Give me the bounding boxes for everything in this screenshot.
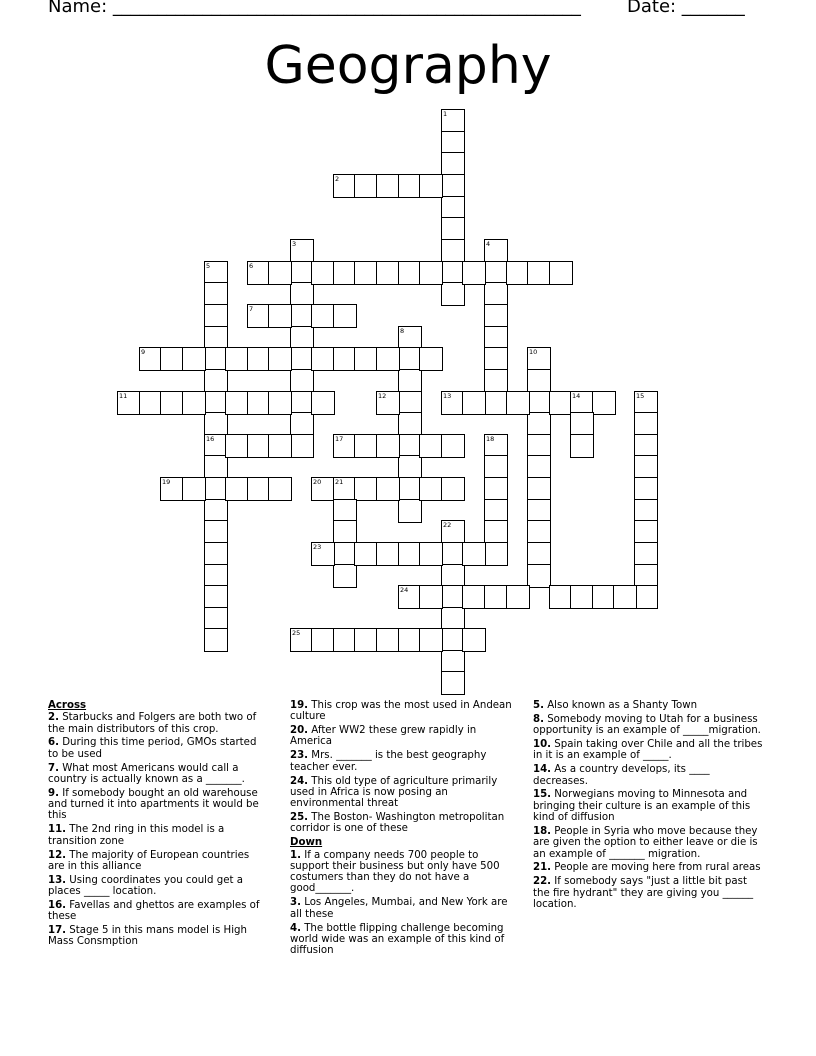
grid-cell[interactable]	[333, 304, 357, 328]
grid-cell[interactable]	[204, 434, 228, 458]
across-clue-list-continued	[290, 700, 512, 835]
grid-cell[interactable]	[592, 585, 616, 609]
grid-cell[interactable]	[398, 369, 422, 393]
grid-cell[interactable]	[527, 391, 551, 415]
grid-cell[interactable]	[570, 391, 594, 415]
clue-number-label: 16.	[48, 899, 67, 911]
grid-cell[interactable]	[204, 261, 228, 285]
grid-cell[interactable]	[506, 391, 530, 415]
clue-number-label: 7.	[48, 762, 59, 774]
grid-cell[interactable]	[484, 304, 508, 328]
grid-cell[interactable]	[290, 369, 314, 393]
grid-cell[interactable]	[398, 499, 422, 523]
clue-item	[533, 714, 765, 737]
grid-cell[interactable]	[527, 434, 551, 458]
grid-cell[interactable]	[311, 261, 335, 285]
grid-cell[interactable]	[634, 585, 658, 609]
grid-cell[interactable]	[311, 477, 335, 501]
grid-cell[interactable]	[204, 347, 228, 371]
clue-number-label: 13.	[48, 874, 67, 886]
clue-text: Los Angeles, Mumbai, and New York are all these	[290, 897, 508, 920]
grid-cell[interactable]	[613, 585, 637, 609]
name-field[interactable]: Name: ____________________________________________________	[48, 0, 581, 17]
clue-text: Also known as a Shanty Town	[543, 700, 698, 711]
grid-cell[interactable]	[398, 391, 422, 415]
grid-cell[interactable]	[182, 391, 206, 415]
clue-item	[48, 763, 268, 786]
grid-cell[interactable]	[376, 542, 400, 566]
grid-cell[interactable]	[527, 499, 551, 523]
grid-cell[interactable]	[441, 217, 465, 241]
grid-cell[interactable]	[354, 542, 378, 566]
clue-number-label: 19.	[290, 700, 309, 711]
grid-cell[interactable]	[462, 542, 486, 566]
clue-text: Stage 5 in this mans model is High Mass Consmption	[48, 925, 247, 948]
clue-text: Somebody moving to Utah for a business opportunity is an example of _____migration.	[533, 713, 761, 737]
grid-cell[interactable]	[204, 391, 228, 415]
clue-text: What most Americans would call a country is actually known as a _______.	[48, 762, 245, 785]
clue-number-label: 4.	[290, 922, 301, 934]
clue-number: 24	[400, 586, 409, 594]
clue-number-label: 21.	[533, 862, 552, 874]
clue-column-2	[290, 700, 512, 959]
grid-cell[interactable]	[268, 477, 292, 501]
clue-number-label: 20.	[290, 725, 309, 737]
grid-cell[interactable]	[462, 628, 486, 652]
grid-cell[interactable]	[333, 564, 357, 588]
clue-text: During this time period, GMOs started to be used	[48, 737, 257, 760]
grid-cell[interactable]	[398, 412, 422, 436]
grid-cell[interactable]	[484, 477, 508, 501]
clue-number: 11	[119, 392, 128, 400]
grid-cell[interactable]	[441, 434, 465, 458]
grid-cell[interactable]	[398, 261, 422, 285]
grid-cell[interactable]	[290, 412, 314, 436]
grid-cell[interactable]	[419, 628, 443, 652]
clue-number: 13	[443, 392, 452, 400]
grid-cell[interactable]	[182, 347, 206, 371]
clue-number-label: 22.	[533, 876, 552, 888]
clue-number: 15	[636, 392, 645, 400]
grid-cell[interactable]	[634, 434, 658, 458]
clue-item	[48, 824, 268, 847]
grid-cell[interactable]	[247, 347, 271, 371]
grid-cell[interactable]	[634, 520, 658, 544]
clue-text: As a country develops, its ____ decreases.	[533, 764, 710, 787]
clue-text: This old type of agriculture primarily used in Africa is now posing an environmental threat	[290, 775, 498, 810]
clue-number-label: 2.	[48, 712, 59, 724]
clue-column-1	[48, 700, 268, 950]
grid-cell[interactable]	[290, 391, 314, 415]
grid-cell[interactable]	[354, 477, 378, 501]
clue-text: The majority of European countries are in this alliance	[48, 849, 250, 872]
grid-cell[interactable]	[268, 434, 292, 458]
across-heading: Across	[48, 700, 87, 711]
clue-item	[290, 725, 512, 748]
grid-cell[interactable]	[419, 477, 443, 501]
down-clue-list-continued	[533, 700, 765, 910]
grid-cell[interactable]	[549, 261, 573, 285]
clue-item	[290, 700, 512, 723]
grid-cell[interactable]	[484, 347, 508, 371]
grid-cell[interactable]	[484, 585, 508, 609]
grid-cell[interactable]	[527, 412, 551, 436]
grid-cell[interactable]	[527, 542, 551, 566]
grid-cell[interactable]	[376, 477, 400, 501]
clue-number-label: 17.	[48, 925, 67, 937]
grid-cell[interactable]	[398, 628, 422, 652]
clue-number-label: 23.	[290, 750, 309, 762]
grid-cell[interactable]	[311, 628, 335, 652]
clue-number: 16	[206, 435, 215, 443]
grid-cell[interactable]	[204, 607, 228, 631]
clue-item	[290, 750, 512, 773]
clue-text: The bottle flipping challenge becoming world wide was an example of this kind of diffusion	[290, 922, 505, 957]
grid-cell[interactable]	[290, 326, 314, 350]
grid-cell[interactable]	[527, 477, 551, 501]
grid-cell[interactable]	[398, 477, 422, 501]
clue-item	[48, 875, 268, 898]
grid-cell[interactable]	[527, 347, 551, 371]
clue-item	[290, 850, 512, 895]
grid-cell[interactable]	[333, 628, 357, 652]
clue-number: 3	[292, 240, 297, 248]
grid-cell[interactable]	[398, 455, 422, 479]
clue-text: Favellas and ghettos are examples of these	[48, 899, 260, 923]
grid-cell[interactable]	[484, 326, 508, 350]
grid-cell[interactable]	[441, 239, 465, 263]
grid-cell[interactable]	[204, 455, 228, 479]
clue-number-label: 11.	[48, 824, 67, 836]
grid-cell[interactable]	[484, 542, 508, 566]
grid-cell[interactable]	[204, 628, 228, 652]
grid-cell[interactable]	[506, 261, 530, 285]
clue-item	[533, 789, 765, 823]
grid-cell[interactable]	[398, 434, 422, 458]
clue-number-label: 6.	[48, 737, 59, 749]
grid-cell[interactable]	[419, 261, 443, 285]
grid-cell[interactable]	[506, 585, 530, 609]
clue-number: 20	[313, 478, 322, 486]
grid-cell[interactable]	[290, 347, 314, 371]
grid-cell[interactable]	[290, 304, 314, 328]
grid-cell[interactable]	[204, 542, 228, 566]
clue-item	[290, 812, 512, 835]
clue-number: 10	[529, 348, 538, 356]
grid-cell[interactable]	[462, 261, 486, 285]
grid-cell[interactable]	[376, 261, 400, 285]
grid-cell[interactable]	[290, 239, 314, 263]
clue-text: The Boston- Washington metropolitan corridor is one of these	[290, 812, 505, 835]
grid-cell[interactable]	[398, 174, 422, 198]
date-field[interactable]: Date: _______	[627, 0, 745, 17]
across-clue-list	[48, 712, 268, 947]
clue-item	[48, 900, 268, 923]
grid-cell[interactable]	[354, 434, 378, 458]
grid-cell[interactable]	[268, 347, 292, 371]
grid-cell[interactable]	[441, 564, 465, 588]
grid-cell[interactable]	[441, 261, 465, 285]
clue-number: 14	[572, 392, 581, 400]
clue-number-label: 8.	[533, 713, 544, 725]
clue-item	[290, 897, 512, 920]
grid-cell[interactable]	[247, 261, 271, 285]
grid-cell[interactable]	[160, 477, 184, 501]
clue-text: Using coordinates you could get a places _____ location.	[48, 874, 243, 898]
grid-cell[interactable]	[570, 585, 594, 609]
grid-cell[interactable]	[182, 477, 206, 501]
grid-cell[interactable]	[398, 585, 422, 609]
clue-number-label: 25.	[290, 812, 309, 824]
clue-number: 12	[378, 392, 387, 400]
grid-cell[interactable]	[419, 174, 443, 198]
grid-cell[interactable]	[634, 564, 658, 588]
grid-cell[interactable]	[311, 347, 335, 371]
clue-number-label: 15.	[533, 789, 552, 801]
grid-cell[interactable]	[204, 369, 228, 393]
clue-number-label: 3.	[290, 897, 301, 909]
grid-cell[interactable]	[204, 477, 228, 501]
grid-cell[interactable]	[462, 391, 486, 415]
grid-cell[interactable]	[333, 477, 357, 501]
clue-column-3	[533, 700, 765, 913]
clue-number: 22	[443, 521, 452, 529]
grid-cell[interactable]	[160, 391, 184, 415]
clue-number-label: 24.	[290, 775, 309, 787]
grid-cell[interactable]	[117, 391, 141, 415]
clue-item	[48, 788, 268, 822]
clue-text: Starbucks and Folgers are both two of the main distributors of this crop.	[48, 712, 257, 735]
grid-cell[interactable]	[333, 434, 357, 458]
clue-item	[533, 876, 765, 910]
grid-cell[interactable]	[398, 326, 422, 350]
clue-number: 17	[335, 435, 344, 443]
grid-cell[interactable]	[441, 131, 465, 155]
clue-number: 7	[249, 305, 254, 313]
grid-cell[interactable]	[634, 499, 658, 523]
down-heading: Down	[290, 837, 323, 849]
grid-cell[interactable]	[484, 261, 508, 285]
grid-cell[interactable]	[290, 282, 314, 306]
grid-cell[interactable]	[527, 520, 551, 544]
clue-number: 23	[313, 543, 322, 551]
grid-cell[interactable]	[484, 282, 508, 306]
grid-cell[interactable]	[441, 174, 465, 198]
grid-cell[interactable]	[290, 628, 314, 652]
grid-cell[interactable]	[354, 261, 378, 285]
clue-text: Norwegians moving to Minnesota and bringing their culture is an example of this kind of diffusion	[533, 789, 751, 824]
clue-text: Spain taking over Chile and all the tribes in it is an example of _____.	[533, 739, 763, 762]
clue-number: 18	[486, 435, 495, 443]
clue-item	[533, 862, 765, 873]
grid-cell[interactable]	[311, 542, 335, 566]
grid-cell[interactable]	[441, 650, 465, 674]
grid-cell[interactable]	[139, 391, 163, 415]
grid-cell[interactable]	[376, 434, 400, 458]
down-clue-list	[290, 850, 512, 957]
grid-cell[interactable]	[225, 347, 249, 371]
grid-cell[interactable]	[204, 520, 228, 544]
clue-text: If somebody says "just a little bit past the fire hydrant" they are giving you ______ location.	[533, 876, 754, 910]
grid-cell[interactable]	[398, 542, 422, 566]
clue-item	[48, 925, 268, 948]
grid-cell[interactable]	[441, 391, 465, 415]
clue-number: 6	[249, 262, 254, 270]
grid-cell[interactable]	[225, 434, 249, 458]
grid-cell[interactable]	[419, 434, 443, 458]
grid-cell[interactable]	[333, 261, 357, 285]
grid-cell[interactable]	[333, 542, 357, 566]
clue-number-label: 14.	[533, 764, 552, 776]
grid-cell[interactable]	[441, 109, 465, 133]
grid-cell[interactable]	[311, 304, 335, 328]
grid-cell[interactable]	[225, 391, 249, 415]
grid-cell[interactable]	[290, 261, 314, 285]
grid-cell[interactable]	[398, 347, 422, 371]
grid-cell[interactable]	[549, 391, 573, 415]
grid-cell[interactable]	[204, 564, 228, 588]
grid-cell[interactable]	[441, 585, 465, 609]
grid-cell[interactable]	[376, 628, 400, 652]
clue-item	[48, 737, 268, 760]
clue-number-label: 12.	[48, 849, 67, 861]
grid-cell[interactable]	[484, 434, 508, 458]
clue-item	[533, 826, 765, 860]
clue-number: 9	[141, 348, 146, 356]
grid-cell[interactable]	[462, 585, 486, 609]
grid-cell[interactable]	[527, 564, 551, 588]
grid-cell[interactable]	[634, 391, 658, 415]
grid-cell[interactable]	[441, 282, 465, 306]
clue-item	[290, 776, 512, 810]
grid-cell[interactable]	[247, 304, 271, 328]
grid-cell[interactable]	[160, 347, 184, 371]
clue-number: 25	[292, 629, 301, 637]
grid-cell[interactable]	[441, 671, 465, 695]
grid-cell[interactable]	[634, 455, 658, 479]
clue-number: 19	[162, 478, 171, 486]
grid-cell[interactable]	[527, 455, 551, 479]
grid-cell[interactable]	[290, 434, 314, 458]
grid-cell[interactable]	[484, 499, 508, 523]
grid-cell[interactable]	[204, 326, 228, 350]
clue-number: 4	[486, 240, 491, 248]
clue-text: If somebody bought an old warehouse and turned it into apartments it would be this	[48, 787, 259, 822]
grid-cell[interactable]	[204, 304, 228, 328]
clue-number-label: 9.	[48, 787, 59, 799]
clue-number: 5	[206, 262, 211, 270]
clue-item	[290, 923, 512, 957]
grid-cell[interactable]	[441, 477, 465, 501]
grid-cell[interactable]	[204, 412, 228, 436]
clue-number: 1	[443, 110, 448, 118]
grid-cell[interactable]	[419, 542, 443, 566]
grid-cell[interactable]	[419, 347, 443, 371]
grid-cell[interactable]	[376, 174, 400, 198]
clue-item	[48, 712, 268, 735]
grid-cell[interactable]	[441, 152, 465, 176]
clue-item	[48, 850, 268, 873]
grid-cell[interactable]	[592, 391, 616, 415]
clue-text: People in Syria who move because they are given the option to either leave or die is an example of _______ migration.	[533, 825, 758, 860]
clue-text: The 2nd ring in this model is a transition zone	[48, 824, 225, 847]
clue-item	[533, 764, 765, 787]
grid-cell[interactable]	[549, 585, 573, 609]
grid-cell[interactable]	[204, 282, 228, 306]
clue-item	[533, 739, 765, 762]
grid-cell[interactable]	[484, 520, 508, 544]
grid-cell[interactable]	[354, 628, 378, 652]
grid-cell[interactable]	[311, 391, 335, 415]
grid-cell[interactable]	[441, 628, 465, 652]
grid-cell[interactable]	[484, 455, 508, 479]
grid-cell[interactable]	[247, 477, 271, 501]
clue-text: Mrs. _______ is the best geography teacher ever.	[290, 750, 487, 773]
grid-cell[interactable]	[204, 585, 228, 609]
grid-cell[interactable]	[333, 347, 357, 371]
grid-cell[interactable]	[247, 391, 271, 415]
clue-text: After WW2 these grew rapidly in America	[290, 725, 477, 748]
grid-cell[interactable]	[419, 585, 443, 609]
grid-cell[interactable]	[333, 520, 357, 544]
grid-cell[interactable]	[634, 542, 658, 566]
clue-number: 8	[400, 327, 405, 335]
grid-cell[interactable]	[484, 391, 508, 415]
grid-cell[interactable]	[634, 477, 658, 501]
clue-number: 2	[335, 175, 340, 183]
grid-cell[interactable]	[527, 261, 551, 285]
clue-number-label: 10.	[533, 739, 552, 751]
grid-cell[interactable]	[441, 542, 465, 566]
grid-cell[interactable]	[376, 391, 400, 415]
grid-cell[interactable]	[570, 412, 594, 436]
page-title: Geography	[264, 36, 552, 96]
grid-cell[interactable]	[139, 347, 163, 371]
clue-number-label: 1.	[290, 849, 301, 861]
clue-item	[533, 700, 765, 711]
grid-cell[interactable]	[225, 477, 249, 501]
clue-number: 21	[335, 478, 344, 486]
clue-number-label: 18.	[533, 825, 552, 837]
grid-cell[interactable]	[354, 347, 378, 371]
grid-cell[interactable]	[333, 174, 357, 198]
grid-cell[interactable]	[268, 304, 292, 328]
grid-cell[interactable]	[376, 347, 400, 371]
grid-cell[interactable]	[634, 412, 658, 436]
clue-text: This crop was the most used in Andean culture	[290, 700, 512, 723]
grid-cell[interactable]	[354, 174, 378, 198]
grid-cell[interactable]	[484, 239, 508, 263]
clue-text: People are moving here from rural areas	[551, 862, 761, 874]
grid-cell[interactable]	[484, 369, 508, 393]
grid-cell[interactable]	[268, 391, 292, 415]
grid-cell[interactable]	[333, 499, 357, 523]
clue-text: If a company needs 700 people to support their business but only have 500 costumers than they do not have a good_______.	[290, 849, 500, 895]
grid-cell[interactable]	[268, 261, 292, 285]
grid-cell[interactable]	[441, 520, 465, 544]
grid-cell[interactable]	[247, 434, 271, 458]
grid-cell[interactable]	[204, 499, 228, 523]
grid-cell[interactable]	[570, 434, 594, 458]
grid-cell[interactable]	[441, 607, 465, 631]
grid-cell[interactable]	[441, 196, 465, 220]
grid-cell[interactable]	[527, 369, 551, 393]
clue-number-label: 5.	[533, 700, 544, 711]
